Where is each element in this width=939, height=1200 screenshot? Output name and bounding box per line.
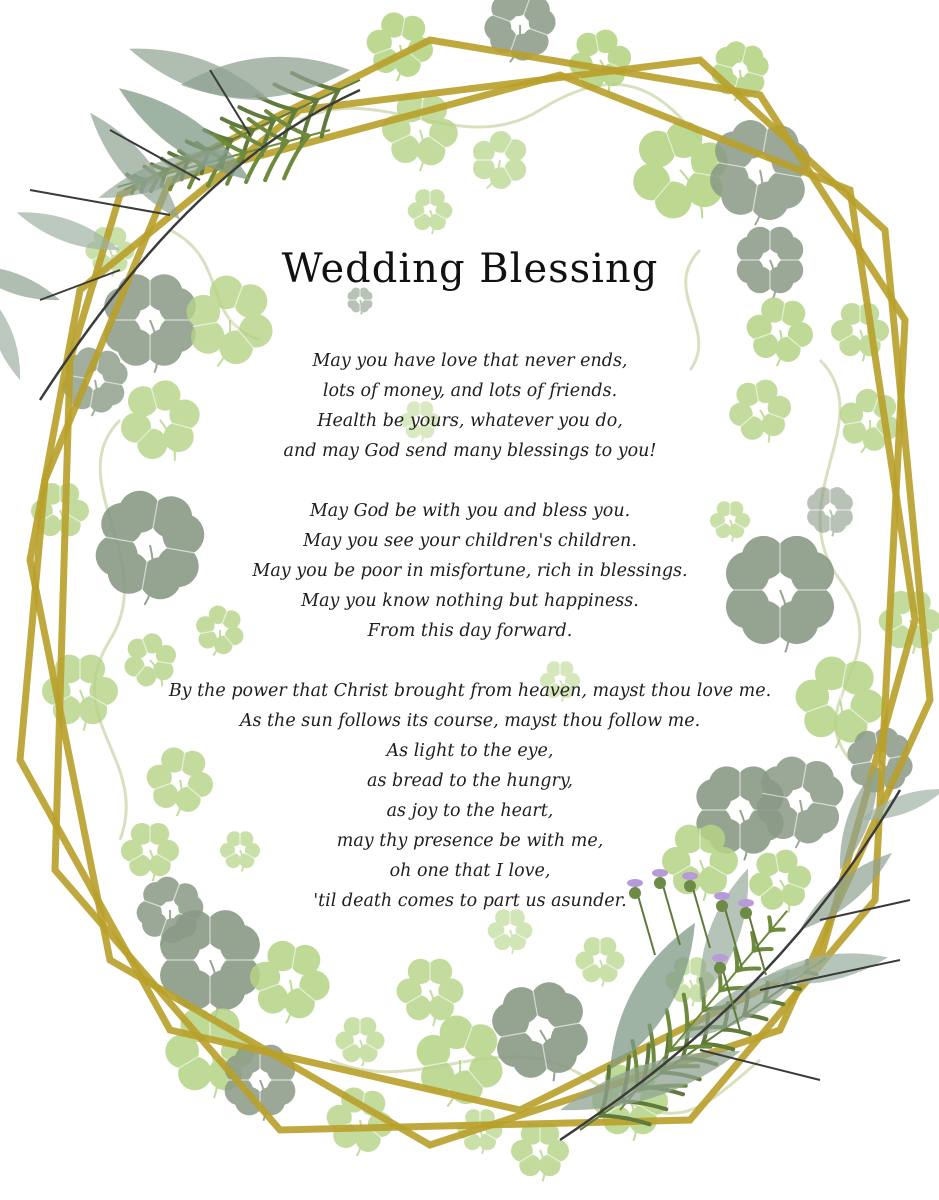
poem-line: May you know nothing but happiness. <box>301 591 639 611</box>
poem-line: May you have love that never ends, <box>312 351 628 371</box>
poem-line: From this day forward. <box>367 621 573 641</box>
clover-icon <box>332 1017 388 1066</box>
leaf-icon <box>0 292 28 383</box>
poem-line: as bread to the hungry, <box>367 771 573 791</box>
poem-line: May you be poor in misfortune, rich in blessings. <box>252 561 688 581</box>
poem-line: as joy to the heart, <box>386 801 554 821</box>
poem-line: 'til death comes to part us asunder. <box>313 891 627 911</box>
poem-line: may thy presence be with me, <box>336 831 604 851</box>
poem-line: May God be with you and bless you. <box>309 501 631 521</box>
poem-line: Health be yours, whatever you do, <box>317 411 623 431</box>
poem-line: As light to the eye, <box>386 741 554 761</box>
poem-block <box>140 230 800 946</box>
poem-line: and may God send many blessings to you! <box>283 441 657 461</box>
poem-line: As the sun follows its course, mayst thou follow me. <box>239 711 701 731</box>
stanza-3 <box>140 676 800 916</box>
page-title: Wedding Blessing <box>281 246 659 292</box>
clover-icon <box>703 115 815 233</box>
leaf-icon <box>0 256 63 309</box>
poem-line: By the power that Christ brought from heaven, mayst thou love me. <box>168 681 772 701</box>
clover-icon <box>456 120 542 203</box>
poem-line: May you see your children's children. <box>303 531 637 551</box>
poem-line: oh one that I love, <box>389 861 551 881</box>
clover-icon <box>807 487 853 536</box>
poem-stanzas <box>140 346 800 916</box>
stanza-1 <box>140 346 800 466</box>
vine-swirl <box>95 420 127 840</box>
clover-icon <box>507 1123 573 1181</box>
clover-icon <box>827 303 893 361</box>
poem-line: lots of money, and lots of friends. <box>322 381 618 401</box>
stanza-2 <box>140 496 800 646</box>
clover-icon <box>356 8 443 87</box>
clover-icon <box>405 189 456 234</box>
